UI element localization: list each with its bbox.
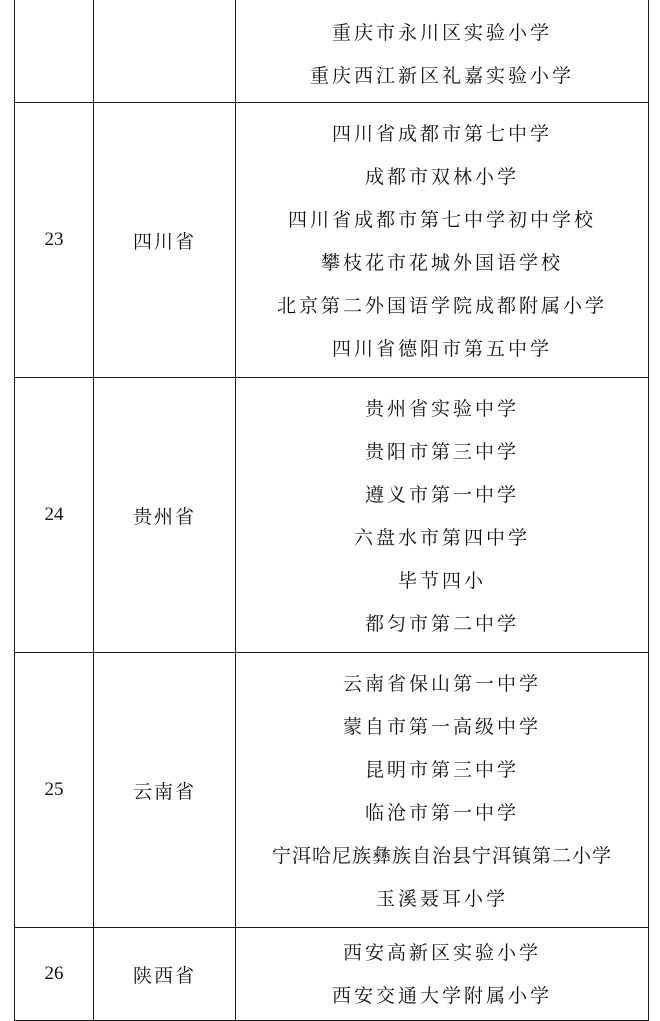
province-name — [94, 0, 236, 103]
school-cell — [236, 0, 649, 103]
table-row — [15, 0, 649, 103]
school-name: 重庆西江新区礼嘉实验小学 — [309, 65, 574, 87]
school-name: 四川省成都市第七中学初中学校 — [287, 209, 596, 231]
province-name: 云南省 — [94, 653, 236, 928]
row-number: 26 — [15, 928, 94, 1021]
table-row — [15, 103, 649, 378]
school-cell — [236, 378, 649, 653]
province-name: 陕西省 — [94, 928, 236, 1021]
province-name: 四川省 — [94, 103, 236, 378]
school-cell — [236, 103, 649, 378]
school-cell — [236, 653, 649, 928]
school-name: 六盘水市第四中学 — [353, 527, 530, 549]
table-row — [15, 928, 649, 1021]
school-name: 四川省成都市第七中学 — [331, 123, 552, 145]
school-name: 玉溪聂耳小学 — [375, 888, 508, 910]
school-name: 贵州省实验中学 — [364, 398, 519, 420]
school-name: 攀枝花市花城外国语学校 — [320, 252, 563, 274]
province-name: 贵州省 — [94, 378, 236, 653]
school-name: 昆明市第三中学 — [364, 759, 519, 781]
row-number: 23 — [15, 103, 94, 378]
school-name: 西安高新区实验小学 — [342, 942, 541, 964]
school-name: 重庆市永川区实验小学 — [331, 22, 552, 44]
school-name: 都匀市第二中学 — [364, 613, 519, 635]
school-name: 毕节四小 — [397, 570, 486, 592]
school-name: 四川省德阳市第五中学 — [331, 338, 552, 360]
row-number: 24 — [15, 378, 94, 653]
school-name: 遵义市第一中学 — [364, 484, 519, 506]
table-row — [15, 378, 649, 653]
school-name: 西安交通大学附属小学 — [331, 985, 552, 1007]
school-name: 临沧市第一中学 — [364, 802, 519, 824]
row-number: 25 — [15, 653, 94, 928]
school-name: 贵阳市第三中学 — [364, 441, 519, 463]
row-number — [15, 0, 94, 103]
school-name: 北京第二外国语学院成都附属小学 — [276, 295, 607, 317]
table-row — [15, 653, 649, 928]
school-list-table — [14, 0, 649, 1021]
school-name: 宁洱哈尼族彝族自治县宁洱镇第二小学 — [271, 845, 612, 867]
school-name: 蒙自市第一高级中学 — [342, 716, 541, 738]
school-name: 云南省保山第一中学 — [342, 673, 541, 695]
school-cell — [236, 928, 649, 1021]
school-name: 成都市双林小学 — [364, 166, 519, 188]
